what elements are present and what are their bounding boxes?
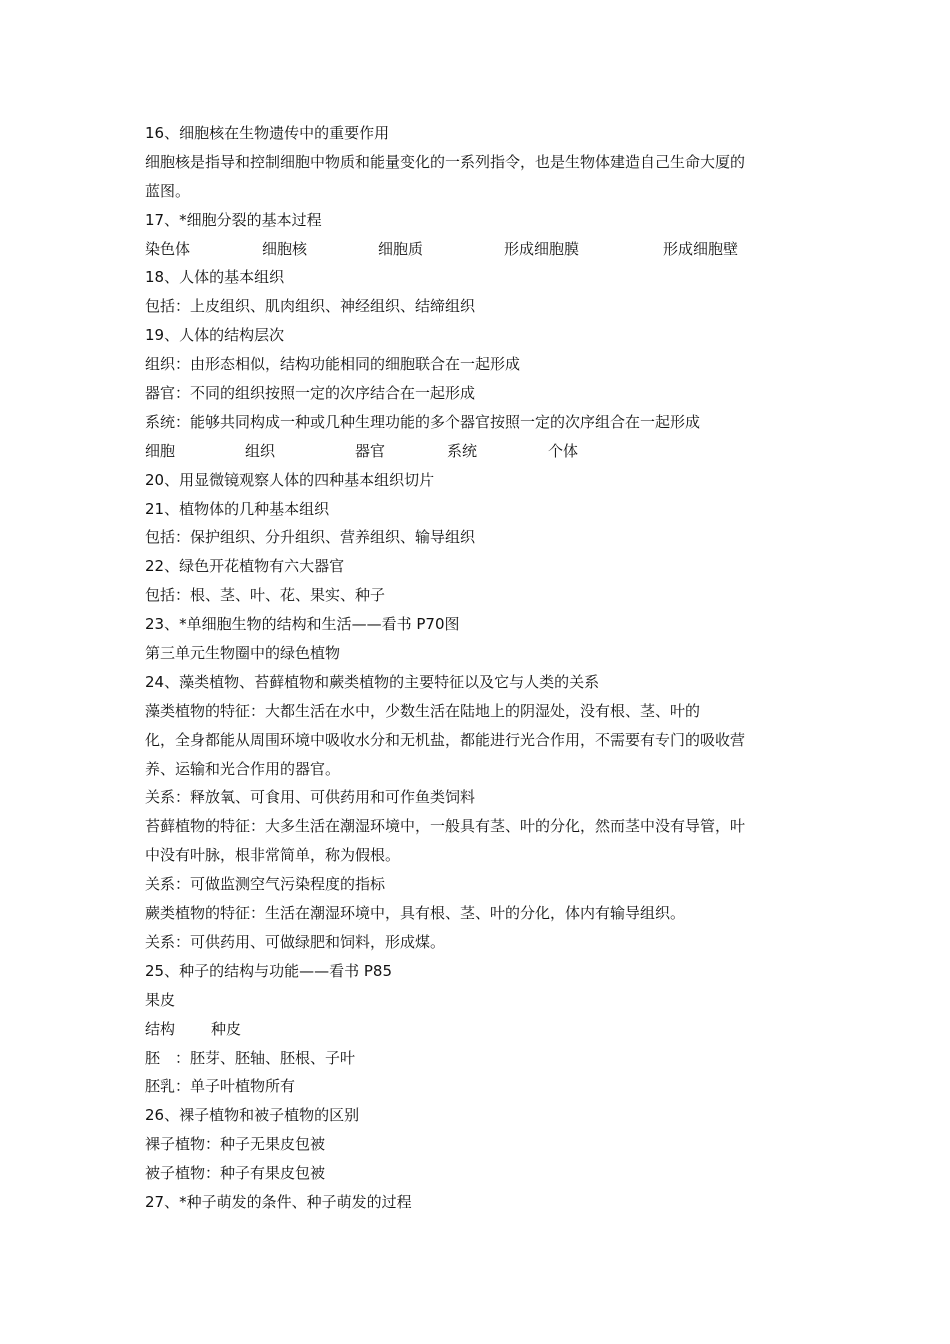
unit-title: 第三单元生物圈中的绿色植物 bbox=[145, 644, 341, 663]
paragraph-line: 系统：能够共同构成一种或几种生理功能的多个器官按照一定的次序组合在一起形成 bbox=[145, 412, 701, 431]
level-item: 细胞 bbox=[145, 441, 176, 460]
step-item: 细胞质 bbox=[378, 239, 424, 258]
step-item: 细胞核 bbox=[262, 239, 308, 258]
level-item: 系统 bbox=[447, 441, 478, 460]
step-item: 染色体 bbox=[145, 239, 191, 258]
heading-21: 21、植物体的几种基本组织 bbox=[145, 499, 330, 518]
paragraph-line: 关系：释放氧、可食用、可供药用和可作鱼类饲料 bbox=[145, 788, 476, 807]
paragraph-line: 化，全身都能从周围环境中吸收水分和无机盐，都能进行光合作用，不需要有专门的吸收营 bbox=[145, 730, 746, 749]
level-item: 个体 bbox=[548, 441, 579, 460]
step-item: 形成细胞壁 bbox=[663, 239, 739, 258]
paragraph-line: 胚 ：胚芽、胚轴、胚根、子叶 bbox=[145, 1048, 356, 1067]
division-steps-row bbox=[145, 235, 810, 264]
paragraph-line: 器官：不同的组织按照一定的次序结合在一起形成 bbox=[145, 384, 476, 403]
heading-17: 17、*细胞分裂的基本过程 bbox=[145, 210, 322, 229]
step-item: 形成细胞膜 bbox=[504, 239, 580, 258]
heading-27: 27、*种子萌发的条件、种子萌发的过程 bbox=[145, 1192, 412, 1211]
heading-23: 23、*单细胞生物的结构和生活——看书 P70图 bbox=[145, 615, 460, 634]
paragraph-line: 关系：可做监测空气污染程度的指标 bbox=[145, 875, 386, 894]
structure-levels-row bbox=[145, 437, 810, 466]
paragraph-line: 胚乳：单子叶植物所有 bbox=[145, 1077, 296, 1096]
paragraph-line: 包括：保护组织、分升组织、营养组织、输导组织 bbox=[145, 528, 476, 547]
paragraph-line: 被子植物：种子有果皮包被 bbox=[145, 1164, 326, 1183]
document-page bbox=[145, 119, 810, 1217]
paragraph-line: 苔藓植物的特征：大多生活在潮湿环境中，一般具有茎、叶的分化，然而茎中没有导管，叶 bbox=[145, 817, 746, 836]
heading-16: 16、细胞核在生物遗传中的重要作用 bbox=[145, 124, 390, 142]
paragraph-line: 养、运输和光合作用的器官。 bbox=[145, 759, 341, 778]
seed-structure-label: 结构 bbox=[145, 1019, 176, 1038]
heading-26: 26、裸子植物和被子植物的区别 bbox=[145, 1106, 360, 1125]
heading-22: 22、绿色开花植物有六大器官 bbox=[145, 557, 345, 576]
paragraph-line: 细胞核是指导和控制细胞中物质和能量变化的一系列指令，也是生物体建造自己生命大厦的 bbox=[145, 152, 746, 171]
paragraph-line: 蕨类植物的特征：生活在潮湿环境中，具有根、茎、叶的分化，体内有输导组织。 bbox=[145, 904, 686, 923]
heading-20: 20、用显微镜观察人体的四种基本组织切片 bbox=[145, 470, 435, 489]
heading-24: 24、藻类植物、苔藓植物和蕨类植物的主要特征以及它与人类的关系 bbox=[145, 672, 600, 691]
paragraph-line: 藻类植物的特征：大都生活在水中，少数生活在陆地上的阴湿处，没有根、茎、叶的 bbox=[145, 701, 701, 720]
paragraph-line: 组织：由形态相似，结构功能相同的细胞联合在一起形成 bbox=[145, 355, 521, 374]
paragraph-line: 果皮 bbox=[145, 990, 176, 1009]
paragraph-line: 中没有叶脉，根非常简单，称为假根。 bbox=[145, 846, 401, 865]
seed-structure-item: 种皮 bbox=[211, 1019, 242, 1038]
level-item: 组织 bbox=[245, 441, 276, 460]
paragraph-line: 关系：可供药用、可做绿肥和饲料，形成煤。 bbox=[145, 932, 446, 951]
heading-25: 25、种子的结构与功能——看书 P85 bbox=[145, 961, 392, 980]
paragraph-line: 裸子植物：种子无果皮包被 bbox=[145, 1135, 326, 1154]
paragraph-line: 包括：根、茎、叶、花、果实、种子 bbox=[145, 586, 386, 605]
seed-structure-row bbox=[145, 1015, 810, 1044]
level-item: 器官 bbox=[355, 441, 386, 460]
heading-19: 19、人体的结构层次 bbox=[145, 326, 285, 345]
paragraph-line: 蓝图。 bbox=[145, 181, 191, 200]
paragraph-line: 包括：上皮组织、肌肉组织、神经组织、结缔组织 bbox=[145, 297, 476, 316]
heading-18: 18、人体的基本组织 bbox=[145, 268, 285, 287]
